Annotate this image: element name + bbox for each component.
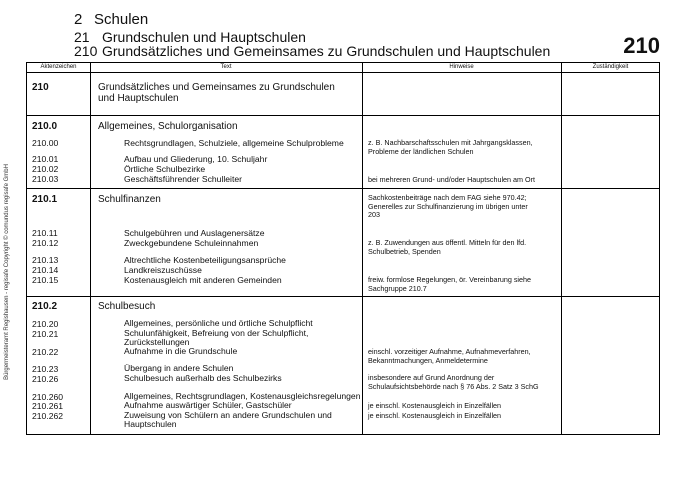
file-text: Zurückstellungen: [124, 337, 190, 347]
file-code: 210.01: [32, 154, 59, 164]
group-title: Schulbesuch: [98, 301, 156, 312]
file-text: Aufnahme auswärtiger Schüler, Gastschüler: [124, 400, 292, 410]
file-code: 210.26: [32, 374, 59, 384]
column-header-text: Text: [220, 64, 232, 70]
heading-title: Grundsätzliches und Gemeinsames zu Grundschulen und Hauptschulen: [102, 43, 551, 59]
file-text: Allgemeines, persönliche und örtliche Schulpflicht: [124, 318, 313, 328]
hint-text: 203: [368, 210, 380, 219]
group-title: Grundsätzliches und Gemeinsames zu Grundschulen: [98, 82, 335, 93]
copyright-text: Bürgermeisteramt Regishausen - regisafe Copyright © comundus regisafe GmbH: [4, 164, 10, 380]
file-text: Zweckgebundene Schuleinnahmen: [124, 238, 259, 248]
heading-level-3: [74, 43, 550, 59]
file-text: Altrechtliche Kostenbeteiligungsansprüche: [124, 255, 286, 265]
hint-text: je einschl. Kostenausgleich in Einzelfällen: [368, 411, 502, 420]
file-text: Schulgebühren und Auslagenersätze: [124, 228, 265, 238]
file-code: 210.00: [32, 138, 59, 148]
column-divider: [561, 63, 562, 434]
heading-number: 2: [74, 11, 83, 28]
group-divider: [27, 115, 659, 116]
file-code: 210.12: [32, 238, 59, 248]
file-code: 210.23: [32, 364, 59, 374]
file-text: Zuweisung von Schülern an andere Grundschulen und: [124, 410, 332, 420]
column-divider: [362, 63, 363, 434]
file-text: Landkreiszuschüsse: [124, 265, 202, 275]
file-text: Kostenausgleich mit anderen Gemeinden: [124, 275, 282, 285]
group-title: Allgemeines, Schulorganisation: [98, 121, 238, 132]
file-code: 210.20: [32, 319, 59, 329]
heading-number: 21: [74, 29, 90, 45]
hint-text: einschl. vorzeitiger Aufnahme, Aufnahmeverfahren,: [368, 347, 531, 356]
column-header-aktenzeichen: Aktenzeichen: [40, 64, 77, 70]
heading-title: Schulen: [94, 11, 149, 28]
file-code: 210: [32, 82, 49, 93]
group-title: und Hauptschulen: [98, 93, 179, 104]
group-divider: [27, 188, 659, 189]
file-code: 210.14: [32, 265, 59, 275]
file-text: Rechtsgrundlagen, Schulziele, allgemeine Schulprobleme: [124, 138, 344, 148]
file-text: Schulbesuch außerhalb des Schulbezirks: [124, 373, 282, 383]
hint-text: Sachkostenbeiträge nach dem FAG siehe 970.42;: [368, 193, 527, 202]
file-code: 210.02: [32, 164, 59, 174]
hint-text: Sachgruppe 210.7: [368, 283, 427, 293]
hint-text: z. B. Zuwendungen aus öffentl. Mitteln für den lfd.: [368, 238, 527, 247]
heading-level-1: [74, 12, 148, 28]
hint-text: Schulbetrieb, Spenden: [368, 246, 441, 256]
file-text: Aufnahme in die Grundschule: [124, 346, 238, 356]
file-code: 210.2: [32, 301, 58, 312]
file-code: 210.1: [32, 194, 58, 205]
heading-title: Grundschulen und Hauptschulen: [102, 29, 306, 45]
column-header-zustaendigkeit: Zuständigkeit: [592, 64, 629, 70]
file-code: 210.261: [32, 401, 64, 411]
file-text: Schulunfähigkeit, Befreiung von der Schulpflicht,: [124, 328, 309, 338]
hint-text: bei mehreren Grund- und/oder Hauptschulen am Ort: [368, 175, 535, 184]
group-title: Schulfinanzen: [98, 194, 161, 205]
file-code: 210.11: [32, 228, 58, 238]
file-text: Allgemeines, Rechtsgrundlagen, Kostenausgleichsregelungen: [124, 391, 361, 401]
page-code: 210: [623, 33, 660, 58]
file-code: 210.13: [32, 255, 59, 265]
heading-number: 210: [74, 43, 98, 59]
hint-text: Generelles zur Schulfinanzierung im übrigen unter: [368, 201, 528, 211]
copyright-sidebar: [2, 112, 12, 432]
file-text: Hauptschulen: [124, 419, 177, 429]
file-text: Örtliche Schulbezirke: [124, 164, 206, 174]
column-header-hinweise: Hinweise: [449, 64, 474, 70]
column-divider: [90, 63, 91, 434]
file-code: 210.21: [32, 329, 59, 339]
file-text: Geschäftsführender Schulleiter: [124, 174, 242, 184]
hint-text: Bekanntmachungen, Anmeldetermine: [368, 355, 488, 365]
file-code: 210.262: [32, 411, 64, 421]
file-code: 210.03: [32, 174, 59, 184]
hint-text: z. B. Nachbarschaftsschulen mit Jahrgangsklassen,: [368, 138, 533, 147]
file-code: 210.0: [32, 121, 58, 132]
hint-text: Schulaufsichtsbehörde nach § 76 Abs. 2 Satz 3 SchG: [368, 381, 539, 391]
hint-text: je einschl. Kostenausgleich in Einzelfällen: [368, 401, 502, 410]
file-code: 210.15: [32, 275, 59, 285]
group-divider: [27, 296, 659, 297]
header-divider: [27, 72, 659, 73]
file-text: Aufbau und Gliederung, 10. Schuljahr: [124, 154, 268, 164]
file-text: Übergang in andere Schulen: [124, 363, 234, 373]
hint-text: freiw. formlose Regelungen, ör. Vereinbarung siehe: [368, 275, 532, 284]
file-code: 210.260: [32, 392, 64, 402]
file-plan-table: [26, 62, 660, 435]
hint-text: insbesondere auf Grund Anordnung der: [368, 373, 495, 382]
file-code: 210.22: [32, 347, 59, 357]
hint-text: Probleme der ländlichen Schulen: [368, 146, 474, 156]
